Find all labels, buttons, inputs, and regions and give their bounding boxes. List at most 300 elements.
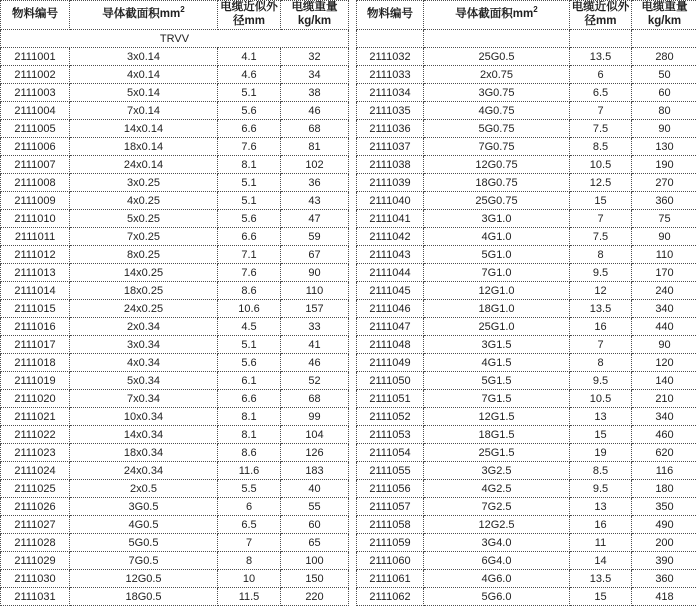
material-no-cell: 2111014 (1, 282, 70, 300)
weight-cell: 157 (281, 300, 349, 318)
od-cell: 7.5 (570, 120, 632, 138)
od-cell: 7 (570, 210, 632, 228)
series-label-cell: TRVV (1, 30, 349, 48)
header-conductor-area-sup: 2 (533, 5, 537, 14)
spec-cell: 2x0.5 (70, 480, 218, 498)
od-cell: 8.6 (218, 282, 281, 300)
spec-cell: 5G1.5 (424, 372, 570, 390)
spec-cell: 4x0.25 (70, 192, 218, 210)
material-no-cell: 2111008 (1, 174, 70, 192)
table-row (1, 174, 349, 192)
material-no-cell: 2111037 (357, 138, 424, 156)
od-cell: 14 (570, 552, 632, 570)
spec-cell: 12G0.5 (70, 570, 218, 588)
material-no-cell: 2111047 (357, 318, 424, 336)
table-row (357, 480, 696, 498)
header-weight (632, 1, 696, 30)
material-no-cell: 2111021 (1, 408, 70, 426)
weight-cell: 360 (632, 570, 696, 588)
header-weight-line2: kg/km (632, 15, 696, 29)
material-no-cell: 2111041 (357, 210, 424, 228)
table-row (357, 120, 696, 138)
od-cell: 6.6 (218, 120, 281, 138)
table-row (357, 84, 696, 102)
header-od-line2: 径mm (218, 15, 280, 29)
weight-cell: 80 (632, 102, 696, 120)
header-row (1, 1, 349, 30)
od-cell: 15 (570, 426, 632, 444)
material-no-cell: 2111052 (357, 408, 424, 426)
material-no-cell: 2111061 (357, 570, 424, 588)
table-row (1, 84, 349, 102)
table-row (357, 192, 696, 210)
spec-cell: 18x0.25 (70, 282, 218, 300)
weight-cell: 620 (632, 444, 696, 462)
spec-cell: 7x0.25 (70, 228, 218, 246)
spec-cell: 5G1.0 (424, 246, 570, 264)
table-row (1, 552, 349, 570)
od-cell: 13 (570, 408, 632, 426)
od-cell: 5.6 (218, 210, 281, 228)
material-no-cell: 2111023 (1, 444, 70, 462)
od-cell: 10.6 (218, 300, 281, 318)
weight-cell: 55 (281, 498, 349, 516)
material-no-cell: 2111007 (1, 156, 70, 174)
material-no-cell: 2111051 (357, 390, 424, 408)
table-row (1, 66, 349, 84)
header-row (357, 1, 696, 30)
od-cell: 16 (570, 516, 632, 534)
table-row (1, 138, 349, 156)
weight-cell: 50 (632, 66, 696, 84)
od-cell: 10.5 (570, 156, 632, 174)
table-row (1, 372, 349, 390)
od-cell: 15 (570, 192, 632, 210)
weight-cell: 65 (281, 534, 349, 552)
material-no-cell: 2111019 (1, 372, 70, 390)
material-no-cell: 2111020 (1, 390, 70, 408)
od-cell: 8.5 (570, 462, 632, 480)
table-row (1, 462, 349, 480)
spec-cell: 3G1.5 (424, 336, 570, 354)
material-no-cell: 2111002 (1, 66, 70, 84)
weight-cell: 90 (632, 228, 696, 246)
table-row (357, 102, 696, 120)
spec-cell: 4G1.5 (424, 354, 570, 372)
spec-cell: 12G2.5 (424, 516, 570, 534)
od-cell: 5.6 (218, 354, 281, 372)
table-row (357, 372, 696, 390)
material-no-cell: 2111017 (1, 336, 70, 354)
weight-cell: 350 (632, 498, 696, 516)
od-cell: 10 (218, 570, 281, 588)
material-no-cell: 2111053 (357, 426, 424, 444)
table-row (357, 426, 696, 444)
od-cell: 7 (218, 534, 281, 552)
weight-cell: 130 (632, 138, 696, 156)
table-row (1, 246, 349, 264)
weight-cell: 140 (632, 372, 696, 390)
spec-cell: 3G0.5 (70, 498, 218, 516)
header-material-no: 物料编号 (1, 1, 70, 30)
table-row (1, 408, 349, 426)
material-no-cell: 2111009 (1, 192, 70, 210)
weight-cell: 390 (632, 552, 696, 570)
spec-cell: 25G1.5 (424, 444, 570, 462)
table-row (357, 210, 696, 228)
weight-cell: 46 (281, 354, 349, 372)
material-no-cell: 2111039 (357, 174, 424, 192)
table-row (1, 516, 349, 534)
table-header-left (1, 1, 349, 30)
weight-cell: 100 (281, 552, 349, 570)
spec-cell: 2x0.34 (70, 318, 218, 336)
table-row (1, 426, 349, 444)
spec-cell: 4x0.34 (70, 354, 218, 372)
spec-cell: 12G1.0 (424, 282, 570, 300)
weight-cell: 490 (632, 516, 696, 534)
table-row (1, 588, 349, 606)
weight-cell: 59 (281, 228, 349, 246)
weight-cell: 46 (281, 102, 349, 120)
table-row (357, 570, 696, 588)
spec-cell: 12G0.75 (424, 156, 570, 174)
weight-cell: 38 (281, 84, 349, 102)
material-no-cell: 2111032 (357, 48, 424, 66)
spec-cell: 5x0.25 (70, 210, 218, 228)
table-row (357, 174, 696, 192)
table-row (357, 138, 696, 156)
table-row (1, 498, 349, 516)
weight-cell: 340 (632, 300, 696, 318)
blank-cell (424, 30, 570, 48)
material-no-cell: 2111040 (357, 192, 424, 210)
spec-cell: 5G0.5 (70, 534, 218, 552)
material-no-cell: 2111042 (357, 228, 424, 246)
weight-cell: 460 (632, 426, 696, 444)
spec-cell: 12G1.5 (424, 408, 570, 426)
table-row (1, 534, 349, 552)
od-cell: 7.6 (218, 264, 281, 282)
table-row (357, 534, 696, 552)
od-cell: 6 (570, 66, 632, 84)
blank-cell (570, 30, 632, 48)
spec-cell: 14x0.34 (70, 426, 218, 444)
od-cell: 6.6 (218, 228, 281, 246)
material-no-cell: 2111025 (1, 480, 70, 498)
material-no-cell: 2111012 (1, 246, 70, 264)
material-no-cell: 2111029 (1, 552, 70, 570)
material-no-cell: 2111005 (1, 120, 70, 138)
od-cell: 7.1 (218, 246, 281, 264)
spec-cell: 18G1.5 (424, 426, 570, 444)
spec-cell: 25G0.75 (424, 192, 570, 210)
table-row (357, 462, 696, 480)
material-no-cell: 2111033 (357, 66, 424, 84)
spec-cell: 10x0.34 (70, 408, 218, 426)
od-cell: 4.5 (218, 318, 281, 336)
spec-cell: 24x0.14 (70, 156, 218, 174)
spec-cell: 25G1.0 (424, 318, 570, 336)
material-no-cell: 2111055 (357, 462, 424, 480)
table-row (1, 48, 349, 66)
table-row (357, 228, 696, 246)
weight-cell: 240 (632, 282, 696, 300)
od-cell: 5.1 (218, 174, 281, 192)
weight-cell: 43 (281, 192, 349, 210)
header-outer-diameter (218, 1, 281, 30)
material-no-cell: 2111028 (1, 534, 70, 552)
header-weight-line2: kg/km (281, 15, 348, 29)
table-row (1, 228, 349, 246)
spec-cell: 7G2.5 (424, 498, 570, 516)
table-row (357, 66, 696, 84)
material-no-cell: 2111016 (1, 318, 70, 336)
od-cell: 7 (570, 102, 632, 120)
od-cell: 13.5 (570, 570, 632, 588)
weight-cell: 90 (632, 120, 696, 138)
weight-cell: 190 (632, 156, 696, 174)
od-cell: 11.5 (218, 588, 281, 606)
table-row (357, 552, 696, 570)
spec-cell: 7G1.0 (424, 264, 570, 282)
material-no-cell: 2111003 (1, 84, 70, 102)
spec-cell: 8x0.25 (70, 246, 218, 264)
spec-cell: 18G0.75 (424, 174, 570, 192)
cable-spec-table-right (356, 0, 696, 606)
weight-cell: 210 (632, 390, 696, 408)
weight-cell: 90 (281, 264, 349, 282)
od-cell: 6 (218, 498, 281, 516)
material-no-cell: 2111013 (1, 264, 70, 282)
material-no-cell: 2111050 (357, 372, 424, 390)
weight-cell: 170 (632, 264, 696, 282)
weight-cell: 270 (632, 174, 696, 192)
header-conductor-area-text: 导体截面积mm (102, 8, 180, 20)
spec-cell: 7G1.5 (424, 390, 570, 408)
material-no-cell: 2111038 (357, 156, 424, 174)
material-no-cell: 2111049 (357, 354, 424, 372)
weight-cell: 104 (281, 426, 349, 444)
material-no-cell: 2111060 (357, 552, 424, 570)
table-row (1, 480, 349, 498)
table-row (1, 300, 349, 318)
spec-cell: 25G0.5 (424, 48, 570, 66)
weight-cell: 418 (632, 588, 696, 606)
table-row (1, 102, 349, 120)
weight-cell: 183 (281, 462, 349, 480)
spec-cell: 7G0.5 (70, 552, 218, 570)
od-cell: 5.1 (218, 336, 281, 354)
table-row (357, 390, 696, 408)
od-cell: 8 (218, 552, 281, 570)
od-cell: 5.1 (218, 192, 281, 210)
weight-cell: 68 (281, 120, 349, 138)
od-cell: 11.6 (218, 462, 281, 480)
od-cell: 8.5 (570, 138, 632, 156)
weight-cell: 36 (281, 174, 349, 192)
weight-cell: 33 (281, 318, 349, 336)
od-cell: 5.5 (218, 480, 281, 498)
od-cell: 5.6 (218, 102, 281, 120)
od-cell: 7.5 (570, 228, 632, 246)
header-material-no: 物料编号 (357, 1, 424, 30)
weight-cell: 75 (632, 210, 696, 228)
material-no-cell: 2111056 (357, 480, 424, 498)
od-cell: 8.1 (218, 156, 281, 174)
table-row (1, 192, 349, 210)
material-no-cell: 2111010 (1, 210, 70, 228)
od-cell: 19 (570, 444, 632, 462)
blank-spacer-row (357, 30, 696, 48)
od-cell: 13.5 (570, 48, 632, 66)
weight-cell: 90 (632, 336, 696, 354)
spec-cell: 4G6.0 (424, 570, 570, 588)
spec-cell: 18G0.5 (70, 588, 218, 606)
table-row (1, 354, 349, 372)
spec-cell: 5G6.0 (424, 588, 570, 606)
material-no-cell: 2111024 (1, 462, 70, 480)
material-no-cell: 2111006 (1, 138, 70, 156)
weight-cell: 150 (281, 570, 349, 588)
spec-cell: 3G1.0 (424, 210, 570, 228)
table-row (357, 354, 696, 372)
material-no-cell: 2111004 (1, 102, 70, 120)
od-cell: 15 (570, 588, 632, 606)
blank-cell (357, 30, 424, 48)
od-cell: 13.5 (570, 300, 632, 318)
material-no-cell: 2111011 (1, 228, 70, 246)
table-row (357, 246, 696, 264)
spec-cell: 24x0.34 (70, 462, 218, 480)
header-weight-line1: 电缆重量 (281, 1, 348, 15)
od-cell: 16 (570, 318, 632, 336)
spec-cell: 3G4.0 (424, 534, 570, 552)
weight-cell: 200 (632, 534, 696, 552)
spec-cell: 3x0.25 (70, 174, 218, 192)
spec-cell: 7x0.14 (70, 102, 218, 120)
table-row (357, 318, 696, 336)
table-row (357, 48, 696, 66)
weight-cell: 99 (281, 408, 349, 426)
header-od-line1: 电缆近似外 (570, 1, 631, 15)
material-no-cell: 2111059 (357, 534, 424, 552)
weight-cell: 116 (632, 462, 696, 480)
weight-cell: 41 (281, 336, 349, 354)
table-row (1, 210, 349, 228)
header-conductor-area (70, 1, 218, 30)
header-od-line1: 电缆近似外 (218, 1, 280, 15)
table-row (357, 336, 696, 354)
table-header-right (357, 1, 696, 30)
series-label-row (1, 30, 349, 48)
spec-cell: 18x0.34 (70, 444, 218, 462)
material-no-cell: 2111036 (357, 120, 424, 138)
header-conductor-area-sup: 2 (180, 5, 184, 14)
weight-cell: 60 (632, 84, 696, 102)
weight-cell: 440 (632, 318, 696, 336)
spec-cell: 3G0.75 (424, 84, 570, 102)
material-no-cell: 2111044 (357, 264, 424, 282)
spec-cell: 18G1.0 (424, 300, 570, 318)
material-no-cell: 2111027 (1, 516, 70, 534)
weight-cell: 360 (632, 192, 696, 210)
weight-cell: 120 (632, 354, 696, 372)
table-row (357, 264, 696, 282)
weight-cell: 220 (281, 588, 349, 606)
weight-cell: 68 (281, 390, 349, 408)
weight-cell: 110 (632, 246, 696, 264)
table-row (1, 318, 349, 336)
table-row (357, 498, 696, 516)
material-no-cell: 2111058 (357, 516, 424, 534)
weight-cell: 110 (281, 282, 349, 300)
table-row (1, 264, 349, 282)
od-cell: 6.6 (218, 390, 281, 408)
spec-cell: 4G1.0 (424, 228, 570, 246)
table-row (357, 588, 696, 606)
blank-cell (632, 30, 696, 48)
table-row (1, 336, 349, 354)
weight-cell: 52 (281, 372, 349, 390)
material-no-cell: 2111048 (357, 336, 424, 354)
od-cell: 12 (570, 282, 632, 300)
spec-cell: 2x0.75 (424, 66, 570, 84)
od-cell: 9.5 (570, 264, 632, 282)
od-cell: 7.6 (218, 138, 281, 156)
weight-cell: 126 (281, 444, 349, 462)
table-row (1, 282, 349, 300)
spec-cell: 3G2.5 (424, 462, 570, 480)
od-cell: 4.1 (218, 48, 281, 66)
material-no-cell: 2111043 (357, 246, 424, 264)
od-cell: 4.6 (218, 66, 281, 84)
material-no-cell: 2111046 (357, 300, 424, 318)
od-cell: 5.1 (218, 84, 281, 102)
table-row (357, 282, 696, 300)
od-cell: 8 (570, 246, 632, 264)
material-no-cell: 2111057 (357, 498, 424, 516)
table-row (1, 570, 349, 588)
spec-cell: 14x0.25 (70, 264, 218, 282)
od-cell: 8 (570, 354, 632, 372)
weight-cell: 81 (281, 138, 349, 156)
header-od-line2: 径mm (570, 15, 631, 29)
od-cell: 8.6 (218, 444, 281, 462)
weight-cell: 34 (281, 66, 349, 84)
material-no-cell: 2111035 (357, 102, 424, 120)
od-cell: 6.5 (218, 516, 281, 534)
spec-cell: 7x0.34 (70, 390, 218, 408)
spec-cell: 3x0.34 (70, 336, 218, 354)
header-weight (281, 1, 349, 30)
material-no-cell: 2111054 (357, 444, 424, 462)
material-no-cell: 2111001 (1, 48, 70, 66)
table-row (357, 300, 696, 318)
spec-cell: 5G0.75 (424, 120, 570, 138)
header-conductor-area (424, 1, 570, 30)
spec-cell: 24x0.25 (70, 300, 218, 318)
material-no-cell: 2111018 (1, 354, 70, 372)
spec-cell: 3x0.14 (70, 48, 218, 66)
header-conductor-area-text: 导体截面积mm (455, 8, 533, 20)
od-cell: 7 (570, 336, 632, 354)
table-row (357, 408, 696, 426)
spec-cell: 5x0.14 (70, 84, 218, 102)
spec-cell: 14x0.14 (70, 120, 218, 138)
table-row (357, 444, 696, 462)
header-weight-line1: 电缆重量 (632, 1, 696, 15)
